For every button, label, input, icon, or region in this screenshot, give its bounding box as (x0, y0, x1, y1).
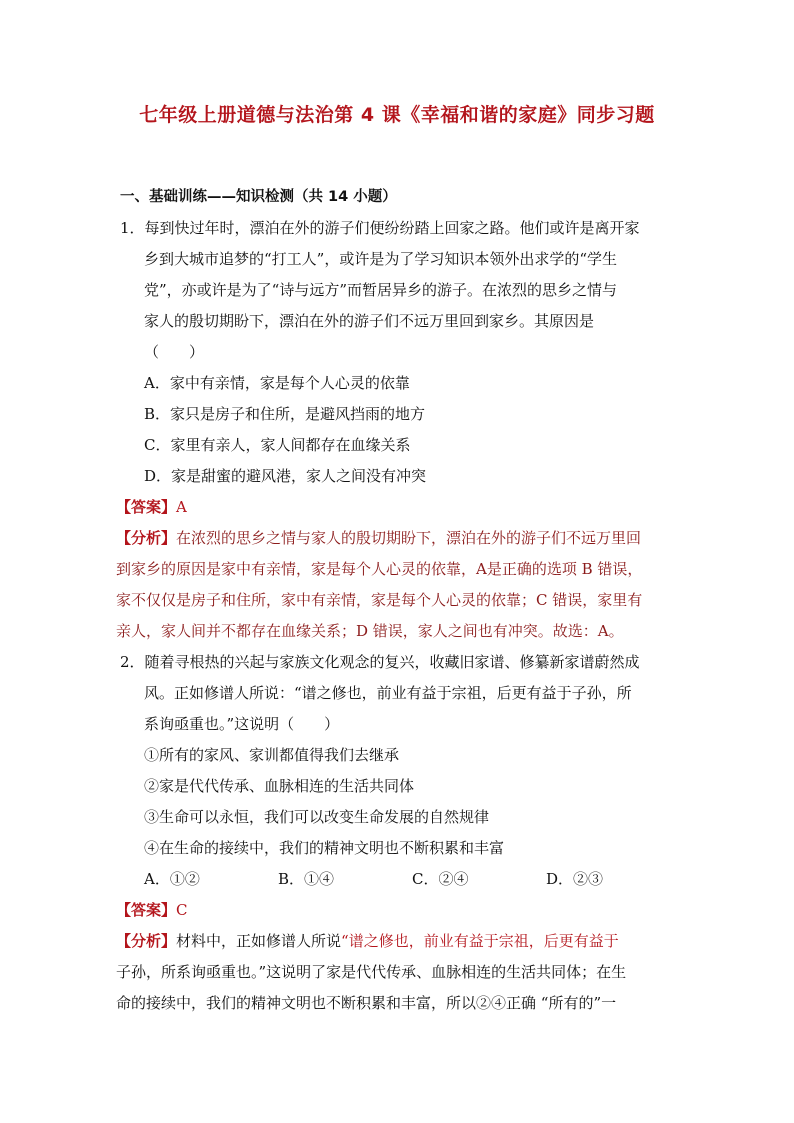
question-2-item-4: ④在生命的接续中，我们的精神文明也不断积累和丰富 (144, 839, 505, 857)
section-heading: 一、基础训练——知识检测（共 14 小题） (120, 189, 397, 205)
analysis-line: 家不仅仅是房子和住所，家中有亲情，家是每个人心灵的依靠；C 错误，家里有 (116, 591, 643, 609)
question-2-answer (116, 895, 680, 926)
question-1-line: （ ） (144, 343, 205, 361)
question-1-option-c: C．家里有亲人，家人间都存在血缘关系 (144, 436, 411, 454)
question-2-item-2: ②家是代代传承、血脉相连的生活共同体 (144, 777, 415, 795)
question-2-line: 风。正如修谱人所说：“谱之修也，前业有益于宗祖，后更有益于子孙，所 (144, 684, 632, 702)
analysis-line: 亲人，家人间并不都存在血缘关系；D 错误，家人之间也有冲突。故选：A。 (116, 622, 624, 640)
question-1-option-b: B．家只是房子和住所，是避风挡雨的地方 (144, 405, 426, 423)
question-2-option-a: A．①② (144, 870, 200, 888)
question-1-line: 1．每到快过年时，漂泊在外的游子们便纷纷踏上回家之路。他们或许是离开家 (120, 219, 640, 237)
question-2-option-c: C．②④ (412, 870, 469, 888)
analysis-tag: 【分析】 (116, 529, 177, 547)
analysis-tag: 【分析】 (116, 932, 177, 950)
question-2-analysis (116, 926, 680, 1019)
question-1-option-d: D．家是甜蜜的避风港，家人之间没有冲突 (144, 467, 427, 485)
answer-value: C (176, 901, 188, 919)
question-2 (116, 647, 680, 1019)
answer-value: A (176, 498, 187, 516)
question-1-option-a: A．家中有亲情，家是每个人心灵的依靠 (144, 374, 410, 392)
analysis-line: 命的接续中，我们的精神文明也不断积累和丰富，所以②④正确 “所有的”一 (116, 994, 617, 1012)
question-1-analysis (116, 523, 680, 647)
question-1-line: 乡到大城市追梦的“打工人”，或许是为了学习知识本领外出求学的“学生 (144, 250, 618, 268)
question-1-line: 家人的殷切期盼下，漂泊在外的游子们不远万里回到家乡。其原因是 (144, 312, 595, 330)
question-2-item-1: ①所有的家风、家训都值得我们去继承 (144, 746, 400, 764)
question-1-answer (116, 492, 680, 523)
analysis-line: 子孙，所系询亟重也。”这说明了家是代代传承、血脉相连的生活共同体；在生 (116, 963, 627, 981)
question-1-line: 党”，亦或许是为了“诗与远方”而暂居异乡的游子。在浓烈的思乡之情与 (144, 281, 618, 299)
question-1 (116, 213, 680, 647)
question-2-option-d: D．②③ (546, 870, 604, 888)
analysis-line: 材料中，正如修谱人所说 (176, 932, 342, 950)
analysis-line: 在浓烈的思乡之情与家人的殷切期盼下，漂泊在外的游子们不远万里回 (176, 529, 642, 547)
question-2-line: 系询亟重也。”这说明（ ） (144, 715, 340, 733)
document-title: 七年级上册道德与法治第 4 课《幸福和谐的家庭》同步习题 (139, 104, 655, 126)
question-2-option-b: B．①④ (278, 870, 335, 888)
question-2-options (120, 864, 680, 895)
answer-tag: 【答案】 (116, 498, 177, 516)
answer-tag: 【答案】 (116, 901, 177, 919)
question-2-item-3: ③生命可以永恒，我们可以改变生命发展的自然规律 (144, 808, 490, 826)
analysis-quote: “谱之修也，前业有益于宗祖，后更有益于 (341, 932, 619, 950)
question-2-line: 2．随着寻根热的兴起与家族文化观念的复兴，收藏旧家谱、修纂新家谱蔚然成 (120, 653, 640, 671)
analysis-line: 到家乡的原因是家中有亲情，家是每个人心灵的依靠，A是正确的选项 B 错误， (116, 560, 643, 578)
